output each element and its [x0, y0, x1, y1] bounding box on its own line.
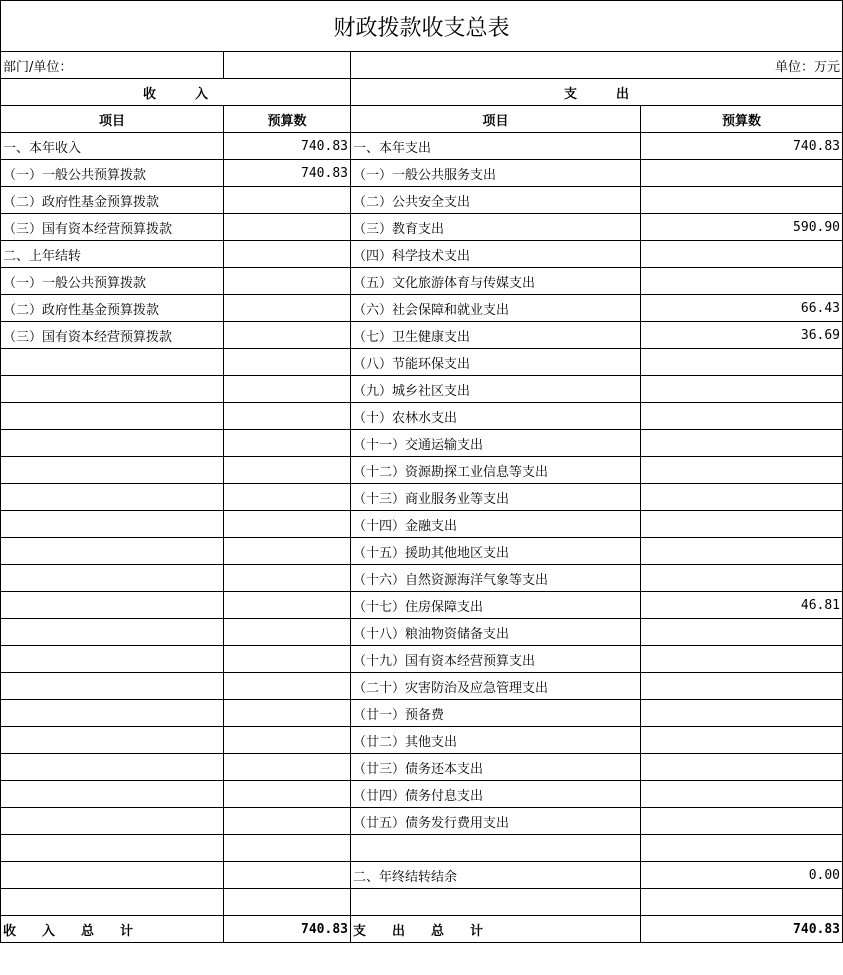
- income-item-cell[interactable]: [1, 403, 224, 430]
- unit-cell: [351, 52, 843, 79]
- expense-amount-cell[interactable]: [641, 565, 843, 592]
- expense-amount-cell[interactable]: [641, 781, 843, 808]
- income-amount-cell[interactable]: [224, 835, 351, 862]
- income-amount-cell[interactable]: [224, 430, 351, 457]
- expense-total-amount: 740.83: [641, 916, 843, 943]
- expense-amount-cell[interactable]: [641, 538, 843, 565]
- income-item-cell[interactable]: 一、本年收入: [1, 133, 224, 160]
- expense-item-cell[interactable]: （二十）灾害防治及应急管理支出: [351, 673, 641, 700]
- income-item-cell[interactable]: [1, 457, 224, 484]
- income-item-cell[interactable]: [1, 781, 224, 808]
- table-row: [1, 133, 843, 160]
- income-amount-cell[interactable]: [224, 214, 351, 241]
- income-amount-cell[interactable]: [224, 295, 351, 322]
- income-amount-cell[interactable]: [224, 484, 351, 511]
- expense-item-cell[interactable]: （十五）援助其他地区支出: [351, 538, 641, 565]
- table-row: [1, 538, 843, 565]
- table-row: [1, 808, 843, 835]
- expense-section-header: 支 出: [351, 79, 843, 106]
- expense-item-cell[interactable]: [351, 835, 641, 862]
- table-row: [1, 646, 843, 673]
- income-item-cell[interactable]: [1, 835, 224, 862]
- table-row: [1, 295, 843, 322]
- table-row: [1, 754, 843, 781]
- expense-item-column-header: 项目: [351, 106, 641, 133]
- table-row: [1, 565, 843, 592]
- income-amount-cell[interactable]: [224, 646, 351, 673]
- income-amount-cell[interactable]: [224, 349, 351, 376]
- income-item-cell[interactable]: [1, 889, 224, 916]
- income-item-cell[interactable]: [1, 619, 224, 646]
- page-title: 财政拨款收支总表: [1, 1, 843, 52]
- income-total-amount: 740.83: [224, 916, 351, 943]
- income-amount-cell[interactable]: [224, 538, 351, 565]
- income-item-cell[interactable]: [1, 511, 224, 538]
- expense-amount-cell[interactable]: 590.90: [641, 214, 843, 241]
- expense-item-cell[interactable]: 二、年终结转结余: [351, 862, 641, 889]
- table-row: [1, 430, 843, 457]
- table-row: [1, 511, 843, 538]
- expense-item-cell[interactable]: （四）科学技术支出: [351, 241, 641, 268]
- income-item-cell[interactable]: [1, 673, 224, 700]
- expense-item-cell[interactable]: （廿一）预备费: [351, 700, 641, 727]
- table-row: [1, 781, 843, 808]
- expense-amount-cell[interactable]: [641, 808, 843, 835]
- expense-amount-cell[interactable]: [641, 187, 843, 214]
- expense-item-cell[interactable]: （十二）资源勘探工业信息等支出: [351, 457, 641, 484]
- income-item-cell[interactable]: [1, 592, 224, 619]
- expense-item-cell[interactable]: （廿二）其他支出: [351, 727, 641, 754]
- expense-item-cell[interactable]: （六）社会保障和就业支出: [351, 295, 641, 322]
- expense-item-cell[interactable]: （一）一般公共服务支出: [351, 160, 641, 187]
- expense-amount-cell[interactable]: 740.83: [641, 133, 843, 160]
- income-item-cell[interactable]: （一）一般公共预算拨款: [1, 160, 224, 187]
- expense-item-cell[interactable]: （七）卫生健康支出: [351, 322, 641, 349]
- expense-item-cell[interactable]: （二）公共安全支出: [351, 187, 641, 214]
- expense-item-cell[interactable]: （十九）国有资本经营预算支出: [351, 646, 641, 673]
- income-amount-cell[interactable]: [224, 754, 351, 781]
- expense-amount-cell[interactable]: [641, 268, 843, 295]
- table-row: [1, 727, 843, 754]
- income-item-cell[interactable]: [1, 808, 224, 835]
- expense-amount-cell[interactable]: [641, 241, 843, 268]
- expense-item-cell[interactable]: （九）城乡社区支出: [351, 376, 641, 403]
- table-row: [1, 268, 843, 295]
- expense-amount-cell[interactable]: [641, 835, 843, 862]
- income-item-cell[interactable]: [1, 646, 224, 673]
- income-item-cell[interactable]: （一）一般公共预算拨款: [1, 268, 224, 295]
- income-item-cell[interactable]: [1, 430, 224, 457]
- expense-item-cell[interactable]: [351, 889, 641, 916]
- table-row: [1, 403, 843, 430]
- expense-item-cell[interactable]: （十四）金融支出: [351, 511, 641, 538]
- expense-amount-cell[interactable]: [641, 511, 843, 538]
- expense-item-cell[interactable]: （十八）粮油物资储备支出: [351, 619, 641, 646]
- income-amount-cell[interactable]: [224, 673, 351, 700]
- expense-amount-cell[interactable]: [641, 727, 843, 754]
- income-item-cell[interactable]: （二）政府性基金预算拨款: [1, 187, 224, 214]
- expense-amount-cell[interactable]: [641, 430, 843, 457]
- income-item-cell[interactable]: [1, 700, 224, 727]
- income-item-cell[interactable]: [1, 754, 224, 781]
- income-amount-cell[interactable]: [224, 511, 351, 538]
- table-row: [1, 862, 843, 889]
- department-label: 部门/单位：: [1, 52, 224, 79]
- expense-amount-cell[interactable]: [641, 160, 843, 187]
- expense-amount-cell[interactable]: [641, 700, 843, 727]
- table-row: [1, 241, 843, 268]
- income-amount-cell[interactable]: [224, 241, 351, 268]
- expense-item-cell[interactable]: （十）农林水支出: [351, 403, 641, 430]
- table-row: [1, 187, 843, 214]
- expense-amount-cell[interactable]: [641, 376, 843, 403]
- income-amount-cell[interactable]: [224, 457, 351, 484]
- expense-amount-cell[interactable]: [641, 484, 843, 511]
- table-row: [1, 322, 843, 349]
- income-item-cell[interactable]: [1, 538, 224, 565]
- income-amount-cell[interactable]: 740.83: [224, 133, 351, 160]
- expense-item-cell[interactable]: （三）教育支出: [351, 214, 641, 241]
- expense-amount-cell[interactable]: [641, 457, 843, 484]
- expense-amount-cell[interactable]: [641, 673, 843, 700]
- expense-amount-cell[interactable]: [641, 349, 843, 376]
- expense-item-cell[interactable]: （十六）自然资源海洋气象等支出: [351, 565, 641, 592]
- income-amount-cell[interactable]: [224, 376, 351, 403]
- income-section-header: 收 入: [1, 79, 351, 106]
- expense-amount-cell[interactable]: [641, 619, 843, 646]
- income-amount-cell[interactable]: [224, 592, 351, 619]
- expense-amount-cell[interactable]: [641, 889, 843, 916]
- table-row: [1, 457, 843, 484]
- expense-amount-cell[interactable]: 0.00: [641, 862, 843, 889]
- table-row: [1, 700, 843, 727]
- income-item-cell[interactable]: [1, 565, 224, 592]
- income-item-cell[interactable]: [1, 376, 224, 403]
- expense-item-cell[interactable]: （八）节能环保支出: [351, 349, 641, 376]
- income-amount-cell[interactable]: [224, 781, 351, 808]
- table-row: [1, 484, 843, 511]
- income-amount-cell[interactable]: [224, 808, 351, 835]
- expense-item-cell[interactable]: （廿三）债务还本支出: [351, 754, 641, 781]
- expense-item-cell[interactable]: （廿四）债务付息支出: [351, 781, 641, 808]
- income-total-label: 收 入 总 计: [1, 916, 224, 943]
- income-item-cell[interactable]: [1, 727, 224, 754]
- income-item-cell[interactable]: 二、上年结转: [1, 241, 224, 268]
- table-row: [1, 835, 843, 862]
- expense-item-cell[interactable]: 一、本年支出: [351, 133, 641, 160]
- income-item-cell[interactable]: （三）国有资本经营预算拨款: [1, 322, 224, 349]
- income-amount-cell[interactable]: 740.83: [224, 160, 351, 187]
- income-amount-column-header: 预算数: [224, 106, 351, 133]
- income-item-cell[interactable]: [1, 484, 224, 511]
- income-amount-cell[interactable]: [224, 187, 351, 214]
- expense-item-cell[interactable]: （十三）商业服务业等支出: [351, 484, 641, 511]
- expense-amount-cell[interactable]: [641, 754, 843, 781]
- income-item-cell[interactable]: [1, 349, 224, 376]
- income-amount-cell[interactable]: [224, 322, 351, 349]
- department-value-cell[interactable]: [224, 52, 351, 79]
- income-item-cell[interactable]: [1, 862, 224, 889]
- expense-item-cell[interactable]: （十七）住房保障支出: [351, 592, 641, 619]
- expense-amount-cell[interactable]: [641, 646, 843, 673]
- expense-amount-column-header: 预算数: [641, 106, 843, 133]
- income-amount-cell[interactable]: [224, 862, 351, 889]
- table-row: [1, 592, 843, 619]
- income-item-column-header: 项目: [1, 106, 224, 133]
- expense-amount-cell[interactable]: 66.43: [641, 295, 843, 322]
- income-amount-cell[interactable]: [224, 619, 351, 646]
- table-row: [1, 889, 843, 916]
- income-amount-cell[interactable]: [224, 565, 351, 592]
- income-item-cell[interactable]: （三）国有资本经营预算拨款: [1, 214, 224, 241]
- income-amount-cell[interactable]: [224, 889, 351, 916]
- expense-item-cell[interactable]: （十一）交通运输支出: [351, 430, 641, 457]
- expense-amount-cell[interactable]: [641, 403, 843, 430]
- table-row: [1, 160, 843, 187]
- totals-row: [1, 916, 843, 943]
- table-row: [1, 349, 843, 376]
- expense-amount-cell[interactable]: 46.81: [641, 592, 843, 619]
- table-row: [1, 619, 843, 646]
- unit-label: 单位：万元: [775, 59, 841, 75]
- income-amount-cell[interactable]: [224, 700, 351, 727]
- income-amount-cell[interactable]: [224, 403, 351, 430]
- expense-amount-cell[interactable]: 36.69: [641, 322, 843, 349]
- income-item-cell[interactable]: （二）政府性基金预算拨款: [1, 295, 224, 322]
- expense-item-cell[interactable]: （五）文化旅游体育与传媒支出: [351, 268, 641, 295]
- income-amount-cell[interactable]: [224, 268, 351, 295]
- table-row: [1, 214, 843, 241]
- expense-total-label: 支 出 总 计: [351, 916, 641, 943]
- table-row: [1, 376, 843, 403]
- table-row: [1, 673, 843, 700]
- income-amount-cell[interactable]: [224, 727, 351, 754]
- expense-item-cell[interactable]: （廿五）债务发行费用支出: [351, 808, 641, 835]
